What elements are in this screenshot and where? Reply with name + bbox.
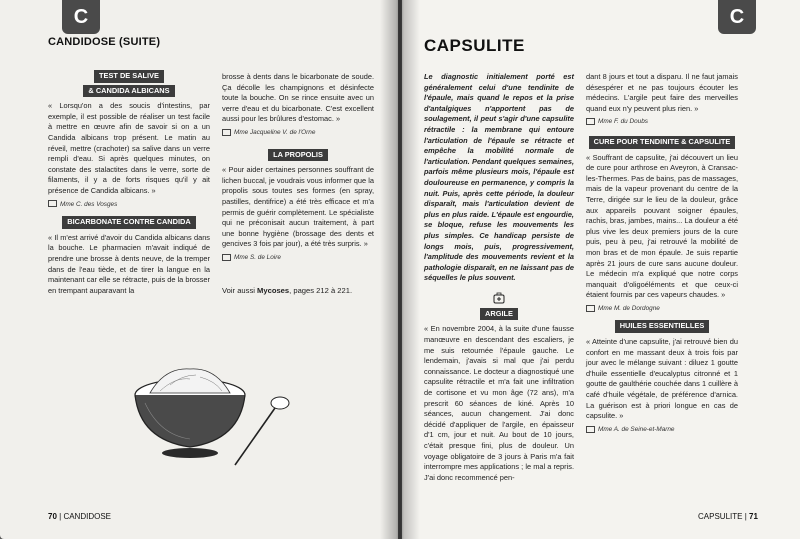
right-page — [402, 0, 800, 539]
signature: Mme C. des Vosges — [48, 200, 210, 211]
envelope-icon — [586, 305, 595, 312]
envelope-icon — [586, 118, 595, 125]
signature: Mme Jacqueline V. de l'Orne — [222, 128, 374, 139]
right-column-2 — [586, 72, 738, 441]
envelope-icon — [586, 426, 595, 433]
paragraph-bicarbonate-cont: brosse à dents dans le bicarbonate de soude. Ça décolle les champignons et désinfecte toute la bouche. On se rince ensuite avec un verre d'eau et du bicarbonate. C'est excellent aussi pour les brûlures d'estomac. » — [222, 72, 374, 124]
left-column-1 — [48, 68, 210, 299]
left-page — [0, 0, 398, 539]
paragraph-huiles: « Atteinte d'une capsulite, j'ai retrouvé bien du confort en me massant deux à trois fois par jour avec le mélange suivant : diluez 1 goutte d'huile essentielle d'eucalyptus citronné et 1 goutte de gaulthérie couchée dans 1 cuillère à café d'huile végétale, de préférence d'arnica. La guérison est à priori longue en cas de capsulite. » — [586, 337, 738, 421]
signature: Mme F. du Doubs — [586, 117, 738, 128]
paragraph-cure: « Souffrant de capsulite, j'ai découvert un lieu de cure pour arthrose en Aveyron, à Cransac-les-Thermes. Pas de bains, pas de massages, mais de la vapeur provenant du centre de la Terre, dirigée sur le lieu de la douleur, grâce aux appareils pouvant soigner épaules, rachis, bras, jambes, mains... La douleur a été plus vive les deux premiers jours de la cure puis, peu à peu, j'ai retrouvé la mobilité de mon bras et de mon épaule. Je suis repartie après 21 jours de cure sans aucune douleur. Le médecin m'a expliqué que notre corps manquait d'oligoéléments et que ceux-ci étaient fournis par ces vapeurs chaudes. » — [586, 152, 738, 300]
badge-test-salive-1: TEST DE SALIVE — [94, 70, 164, 83]
page-footer-right: CAPSULITE | 71 — [698, 512, 758, 521]
signature: Mme A. de Seine-et-Marne — [586, 425, 738, 436]
envelope-icon — [222, 129, 231, 136]
badge-propolis: LA PROPOLIS — [268, 149, 328, 162]
paragraph-argile-cont: dant 8 jours et tout a disparu. Il ne faut jamais désespérer et ne pas toujours écouter les médecins. L'argile peut faire des merveilles quand eux n'y peuvent plus rien. » — [586, 72, 738, 113]
badge-bicarbonate: BICARBONATE CONTRE CANDIDA — [62, 216, 195, 229]
paragraph-propolis: « Pour aider certaines personnes souffrant de lichen buccal, je voudrais vous informer que la propolis sous toutes ses formes (en spray, pastilles, dentifrice) a été très efficace et m'a permis de guérir complètement. Le spécialiste qui ne préconisait aucun traitement, à part une bonne hygiène (brossage des dents et gencives 3 fois par jour), a été très surpris. » — [222, 165, 374, 249]
left-column-2 — [222, 72, 374, 299]
intro-paragraph: Le diagnostic initialement porté est généralement celui d'une tendinite de l'épaule, mais quand le repos et la prise d'antalgiques n'apportent pas de soulagement, il peut s'agir d'une capsulite rétractile : la membrane qui entoure l'articulation de l'épaule se rétracte et empêche la mobilité normale de l'articulation. Pendant quelques semaines, parfois même plusieurs mois, l'épaule est douloureuse en permanence, y compris la nuit. Puis, après cette période, la douleur disparaît, mais l'articulation devient de plus en plus raide. L'épaule est engourdie, se bloque, refuse les mouvements les plus simples. Ce handicap persiste de longs mois, puis, progressivement, l'amplitude des mouvements revient et la pathologie disparaît, en ne laissant pas de séquelles le plus souvent. — [424, 72, 574, 283]
chapter-tab-left: C — [62, 0, 100, 34]
badge-argile: ARGILE — [480, 308, 518, 321]
chapter-tab-right: C — [718, 0, 756, 34]
paragraph-bicarbonate: « Il m'est arrivé d'avoir du Candida albicans dans la bouche. Le pharmacien m'avait indiqué de prendre une brosse à dents neuve, de la tremper dans de l'eau tiède, et de tirer la langue en la maintenant car elle se rétracte, puis de la brosser en trempant auparavant la — [48, 232, 210, 295]
badge-cure: CURE POUR TENDINITE & CAPSULITE — [589, 136, 736, 149]
running-head: CANDIDOSE (SUITE) — [48, 36, 161, 48]
envelope-icon — [48, 200, 57, 207]
see-also: Voir aussi Mycoses, pages 212 à 221. — [222, 285, 353, 295]
page-title: CAPSULITE — [424, 36, 525, 55]
first-aid-kit-icon — [493, 292, 505, 304]
page-footer-left: 70 | CANDIDOSE — [48, 512, 111, 521]
signature: Mme M. de Dordogne — [586, 304, 738, 315]
badge-test-salive-2: & CANDIDA ALBICANS — [83, 85, 174, 98]
right-column-1 — [424, 72, 574, 486]
paragraph-argile: « En novembre 2004, à la suite d'une fausse manœuvre en descendant des escaliers, je me suis retournée l'épaule gauche. Le lendemain, j'avais si mal que j'ai perdu connaissance. Le docteur a diagnostiqué une capsulite rétractile et m'a fait une infiltration de cortisone et vu mon âge (72 ans), m'a prescrit 60 séances de kiné. Après 10 séances, aucun changement. J'ai donc décidé d'appliquer de l'argile, en épaisseur d'1 cm, jour et nuit. Au bout de 10 jours, c'était presque fini, plus de douleur. Un voyage obligatoire de 3 jours à Paris m'a fait interrompre mes applications ; le mal a repris. J'ai donc recommencé pen- — [424, 324, 574, 482]
bowl-and-spoon-illustration — [130, 355, 300, 475]
envelope-icon — [222, 254, 231, 261]
signature: Mme S. de Loire — [222, 253, 374, 264]
badge-huiles: HUILES ESSENTIELLES — [615, 320, 710, 333]
paragraph-test-salive: « Lorsqu'on a des soucis d'intestins, par exemple, il est possible de réaliser un test facile à mettre en œuvre afin de savoir si on a un Candida albicans trop présent. Le matin au réveil, mettre (crachoter) sa salive dans un verre rempli d'eau. Si après quelques minutes, on constate des stalactites dans le verre, sorte de filaments, il y a de forts risques qu'il y ait présence de Candida albicans. » — [48, 101, 210, 195]
